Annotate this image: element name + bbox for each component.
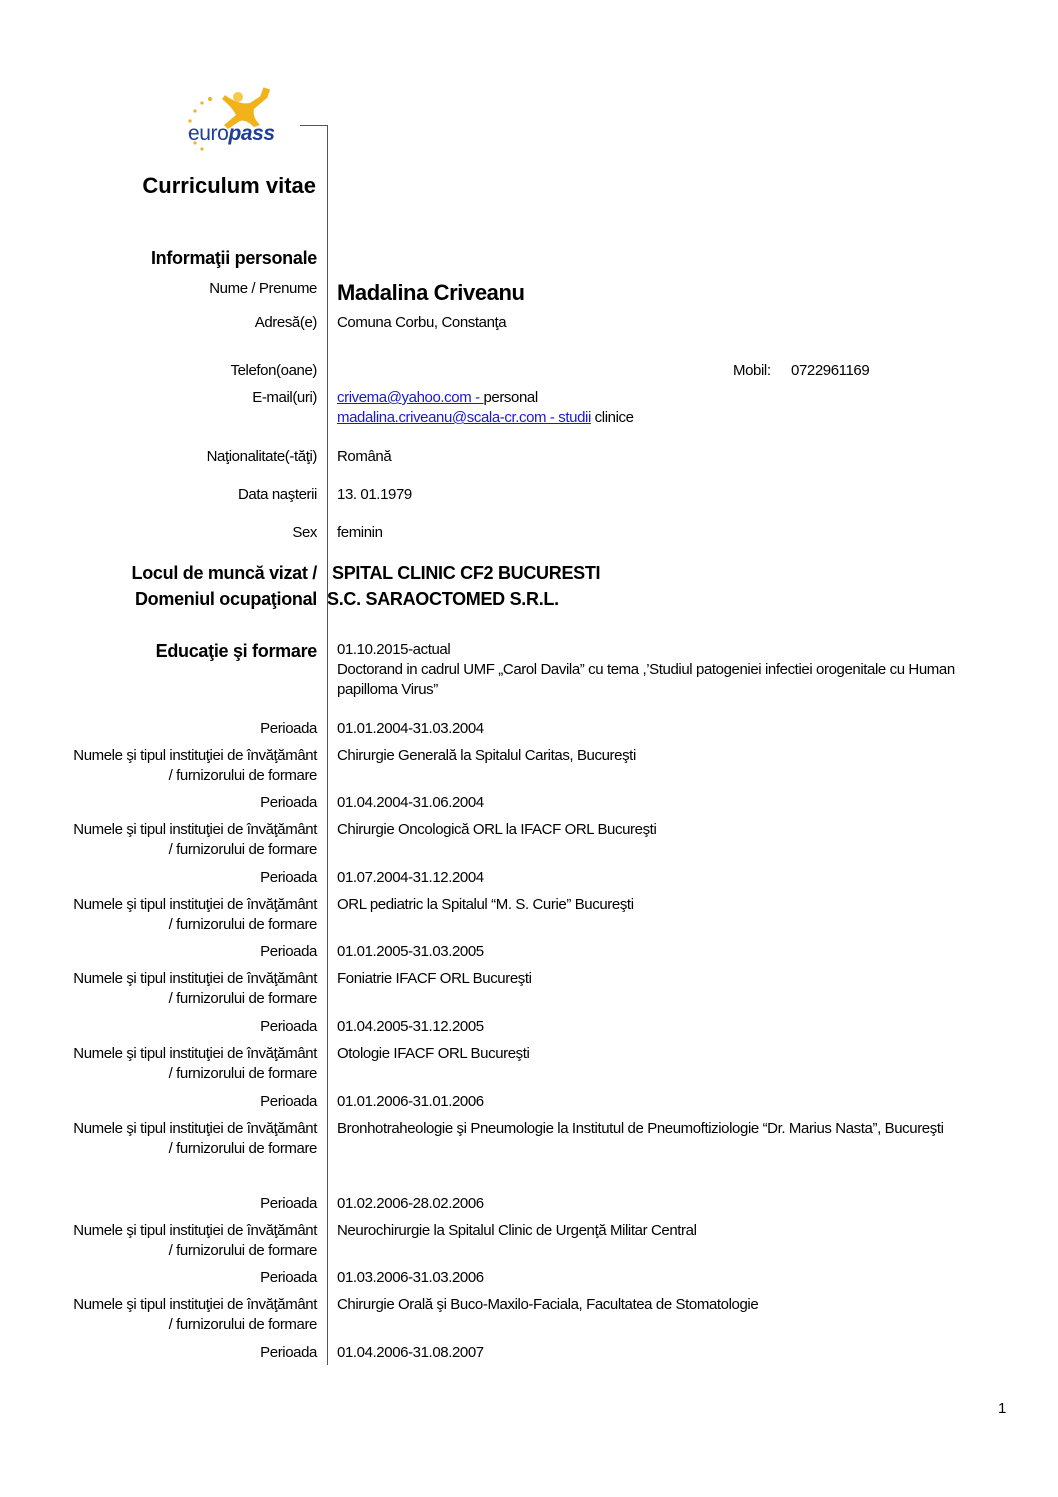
section-education: Educaţie şi formare: [155, 641, 317, 661]
sex-value: feminin: [337, 524, 383, 541]
address-value: Comuna Corbu, Constanţa: [337, 314, 507, 331]
institution-value: Chirurgie Oncologică ORL la IFACF ORL Bucureşti: [337, 821, 657, 838]
job-value-1: SPITAL CLINIC CF2 BUCURESTI: [332, 563, 601, 583]
period-label: Perioada: [260, 1344, 317, 1361]
period-label: Perioada: [260, 720, 317, 737]
institution-value: Chirurgie Orală şi Buco-Maxilo-Faciala, Facultatea de Stomatologie: [337, 1296, 759, 1313]
page-number: 1: [998, 1400, 1006, 1417]
institution-label: Numele şi tipul instituţiei de învăţământ: [73, 970, 317, 987]
institution-label: Numele şi tipul instituţiei de învăţământ: [73, 1045, 317, 1062]
institution-value: Chirurgie Generală la Spitalul Caritas, Bucureşti: [337, 747, 636, 764]
period-label: Perioada: [260, 1269, 317, 1286]
job-label-2: Domeniul ocupaţional: [134, 589, 317, 609]
column-divider: [327, 125, 328, 1365]
phone-label: Telefon(oane): [230, 362, 317, 379]
institution-value: Neurochirurgie la Spitalul Clinic de Urgenţă Militar Central: [337, 1222, 697, 1239]
first-period: 01.10.2015-actual: [337, 641, 451, 658]
period-value: 01.04.2005-31.12.2005: [337, 1018, 484, 1035]
period-label: Perioada: [260, 1018, 317, 1035]
birth-label: Data naşterii: [237, 486, 317, 503]
job-label-1: Locul de muncă vizat /: [131, 563, 317, 583]
europass-logo-icon: [180, 85, 305, 155]
sex-label: Sex: [292, 524, 317, 541]
period-value: 01.07.2004-31.12.2004: [337, 869, 484, 886]
first-description: Doctorand in cadrul UMF „Carol Davila” cu tema ,’Studiul patogeniei infectiei orogenitale cu Human: [337, 661, 955, 678]
period-label: Perioada: [260, 943, 317, 960]
divider: [300, 125, 328, 126]
institution-label-cont: / furnizorului de formare: [168, 1140, 317, 1157]
institution-label-cont: / furnizorului de formare: [168, 916, 317, 933]
svg-text:europass: europass: [188, 122, 275, 145]
period-value: 01.01.2005-31.03.2005: [337, 943, 484, 960]
institution-value: Foniatrie IFACF ORL Bucureşti: [337, 970, 532, 987]
period-value: 01.03.2006-31.03.2006: [337, 1269, 484, 1286]
institution-label: Numele şi tipul instituţiei de învăţământ: [73, 1120, 317, 1137]
institution-label: Numele şi tipul instituţiei de învăţământ: [73, 821, 317, 838]
email-line-2: [337, 408, 634, 428]
email-note: clinice: [590, 409, 634, 426]
europass-logo: [180, 85, 305, 155]
period-label: Perioada: [260, 869, 317, 886]
institution-label-cont: / furnizorului de formare: [168, 990, 317, 1007]
period-label: Perioada: [260, 1093, 317, 1110]
period-label: Perioada: [260, 1195, 317, 1212]
page-title: Curriculum vitae: [142, 173, 316, 198]
email-note: personal: [483, 389, 538, 406]
institution-label-cont: / furnizorului de formare: [168, 767, 317, 784]
nationality-value: Română: [337, 448, 392, 465]
nationality-label: Naţionalitate(-tăţi): [206, 448, 317, 465]
institution-label-cont: / furnizorului de formare: [168, 1316, 317, 1333]
email-label: E-mail(uri): [252, 389, 317, 406]
full-name: Madalina Criveanu: [337, 280, 525, 305]
period-value: 01.04.2006-31.08.2007: [337, 1344, 484, 1361]
email-line-1: [337, 388, 538, 408]
mobile-value: 0722961169: [791, 362, 870, 379]
institution-label: Numele şi tipul instituţiei de învăţământ: [73, 747, 317, 764]
name-label: Nume / Prenume: [209, 280, 317, 297]
institution-label: Numele şi tipul instituţiei de învăţământ: [73, 896, 317, 913]
institution-label-cont: / furnizorului de formare: [168, 1065, 317, 1082]
period-label: Perioada: [260, 794, 317, 811]
institution-label: Numele şi tipul instituţiei de învăţământ: [73, 1222, 317, 1239]
institution-label-cont: / furnizorului de formare: [168, 841, 317, 858]
institution-value: Bronhotraheologie şi Pneumologie la Institutul de Pneumoftiziologie “Dr. Marius Nasta”, Bucureşti: [337, 1120, 944, 1137]
job-value-2: S.C. SARAOCTOMED S.R.L.: [327, 589, 559, 609]
first-description-cont: papilloma Virus”: [337, 681, 438, 698]
section-personal-info: Informaţii personale: [150, 248, 317, 268]
email-link-work[interactable]: madalina.criveanu@scala-cr.com - studii: [337, 409, 591, 426]
institution-label: Numele şi tipul instituţiei de învăţământ: [73, 1296, 317, 1313]
institution-label-cont: / furnizorului de formare: [168, 1242, 317, 1259]
birth-value: 13. 01.1979: [337, 486, 412, 503]
mobile-label: Mobil:: [733, 362, 771, 379]
period-value: 01.02.2006-28.02.2006: [337, 1195, 484, 1212]
email-link-personal[interactable]: crivema@yahoo.com -: [337, 389, 484, 406]
institution-value: ORL pediatric la Spitalul “M. S. Curie” Bucureşti: [337, 896, 634, 913]
period-value: 01.01.2004-31.03.2004: [337, 720, 484, 737]
period-value: 01.01.2006-31.01.2006: [337, 1093, 484, 1110]
institution-value: Otologie IFACF ORL Bucureşti: [337, 1045, 530, 1062]
address-label: Adresă(e): [254, 314, 317, 331]
period-value: 01.04.2004-31.06.2004: [337, 794, 484, 811]
